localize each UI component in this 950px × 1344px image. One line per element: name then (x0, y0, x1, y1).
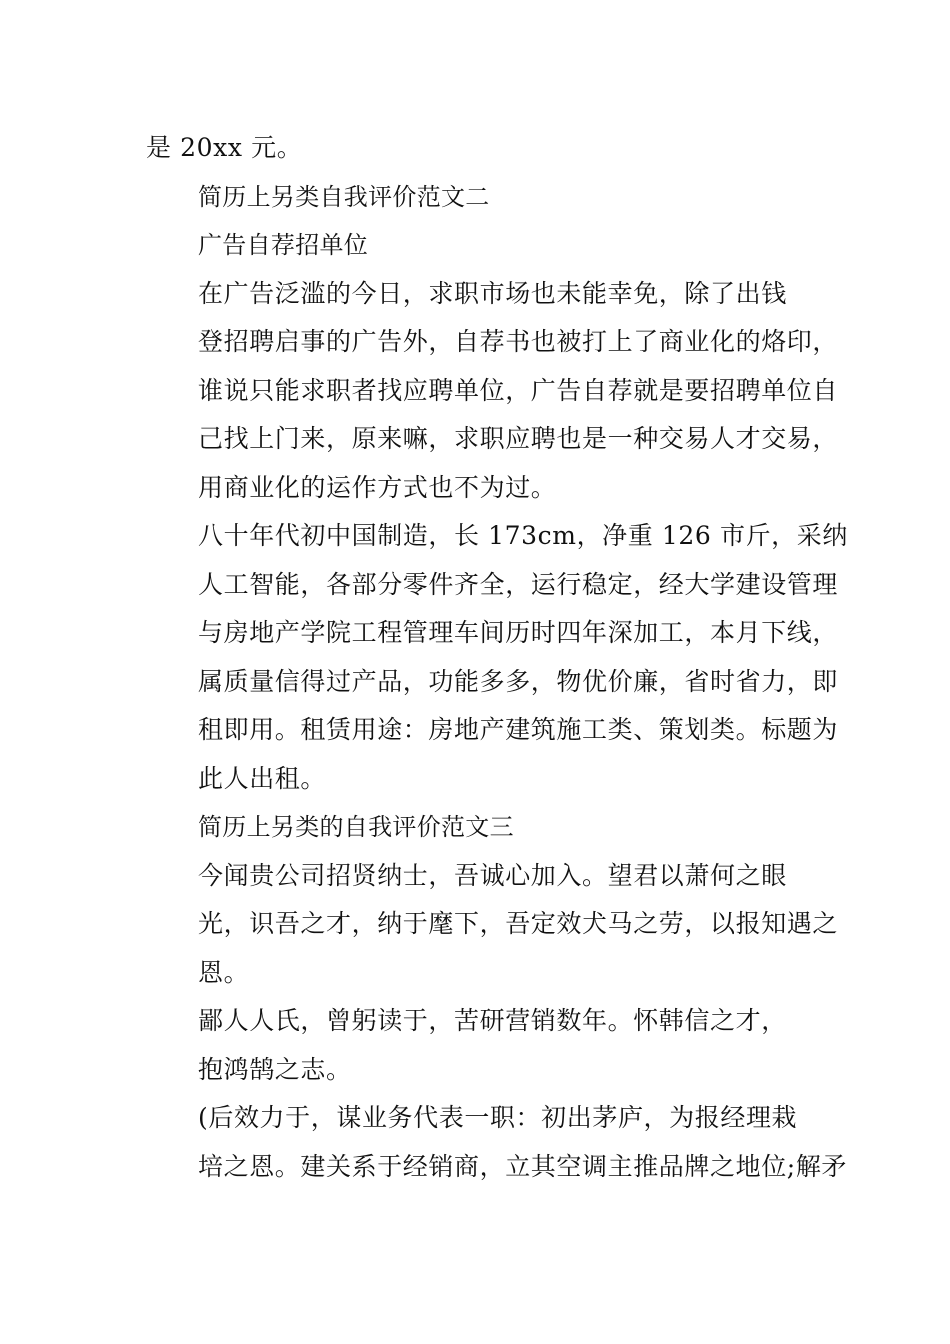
text-line: 租即用。租赁用途：房地产建筑施工类、策划类。标题为 (198, 715, 839, 744)
paragraph (146, 997, 810, 1094)
text-line: 八十年代初中国制造，长 173cm，净重 126 市斤，采纳 (198, 521, 848, 550)
text-line: 简历上另类自我评价范文二 (198, 182, 490, 211)
paragraph (146, 852, 839, 998)
text-line: 谁说只能求职者找应聘单位，广告自荐就是要招聘单位自 (198, 375, 839, 405)
text-line: 简历上另类的自我评价范文三 (198, 813, 514, 841)
document-body (146, 124, 848, 1191)
section-heading (146, 173, 810, 222)
text-line: 光，识吾之才，纳于麾下，吾定效犬马之劳，以报知遇之 (198, 909, 839, 938)
text-line: 在广告泛滥的今日，求职市场也未能幸免，除了出钱 (198, 278, 787, 308)
text-line: 是 20xx 元。 (146, 133, 303, 162)
text-line: 用商业化的运作方式也不为过。 (198, 472, 557, 502)
text-line: 此人出租。 (198, 763, 327, 793)
section-heading (146, 803, 810, 852)
paragraph (146, 1094, 848, 1191)
text-line: 人工智能，各部分零件齐全，运行稳定，经大学建设管理 (198, 569, 839, 599)
text-line: 己找上门来，原来嘛，求职应聘也是一种交易人才交易， (198, 424, 839, 453)
text-line: 登招聘启事的广告外，自荐书也被打上了商业化的烙印， (198, 327, 839, 356)
paragraph (146, 270, 839, 513)
section-heading (146, 221, 810, 270)
text-line: 恩。 (198, 957, 250, 987)
paragraph (146, 124, 810, 173)
text-line: 鄙人人氏，曾躬读于，苦研营销数年。怀韩信之才， (198, 1006, 787, 1035)
text-line: 属质量信得过产品，功能多多，物优价廉，省时省力，即 (198, 666, 839, 696)
text-line: (后效力于，谋业务代表一职：初出茅庐，为报经理栽 (198, 1103, 798, 1132)
paragraph (146, 512, 848, 803)
text-line: 抱鸿鹄之志。 (198, 1054, 352, 1084)
text-line: 广告自荐招单位 (198, 231, 369, 259)
text-line: 培之恩。建关系于经销商，立其空调主推品牌之地位;解矛 (198, 1151, 848, 1181)
text-line: 今闻贵公司招贤纳士，吾诚心加入。望君以萧何之眼 (198, 860, 787, 890)
text-line: 与房地产学院工程管理车间历时四年深加工，本月下线， (198, 618, 839, 647)
